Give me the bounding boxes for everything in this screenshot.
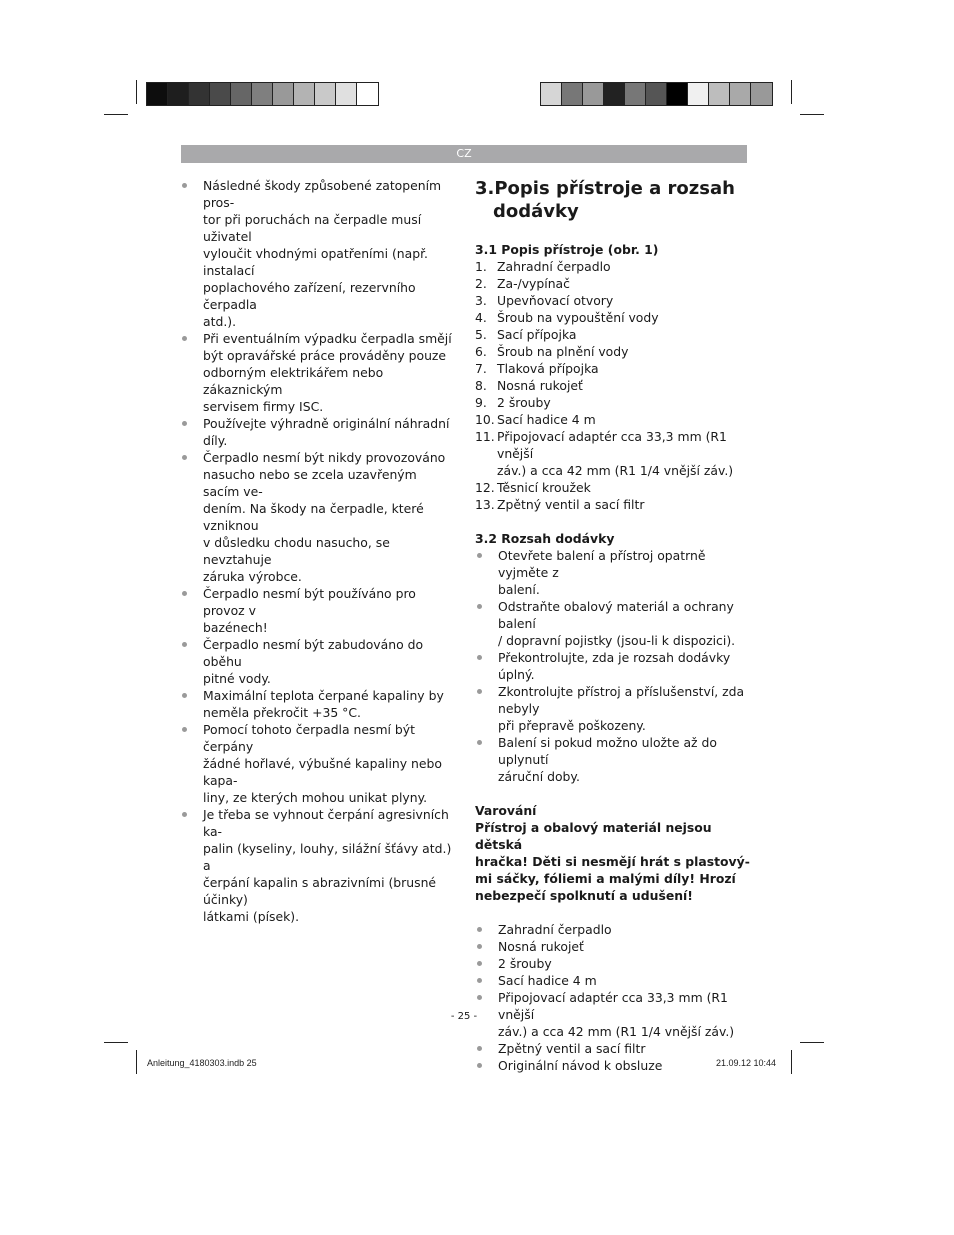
delivery-steps-list [475,547,750,785]
text-line: neměla překročit +35 °C. [203,705,361,720]
text-line: Čerpadlo nesmí být zabudováno do oběhu [203,637,424,669]
list-item [475,938,750,955]
crop-mark [136,1050,137,1074]
list-item [475,972,750,989]
text-line: Čerpadlo nesmí být používáno pro provoz v [203,586,416,618]
text-line: liny, ze kterých mohou unikat plyny. [203,790,428,805]
part-number: 7. [475,361,487,376]
subsection-title-3-2: 3.2 Rozsah dodávky [475,531,615,546]
page-number: - 25 - [450,1011,478,1022]
text-line: Zpětný ventil a sací filtr [497,497,645,512]
text-line: dením. Na škody na čerpadle, které vzniknou [203,501,424,533]
list-item [475,955,750,972]
color-swatch [730,83,751,105]
color-swatch [252,83,273,105]
text-line: Je třeba se vyhnout čerpání agresivních ka- [203,807,449,839]
part-number: 13. [475,497,495,512]
part-item [475,479,750,496]
text-line: 2 šrouby [498,956,552,971]
text-line: pitné vody. [203,671,271,686]
text-line: Odstraňte obalový materiál a ochrany balení [498,599,734,631]
part-item [475,326,750,343]
crop-mark [136,80,137,104]
text-line: Maximální teplota čerpané kapaliny by [203,688,444,703]
color-swatch [751,83,772,105]
list-item [180,585,455,636]
text-line: být opravářské práce prováděny pouze [203,348,447,363]
text-line: Otevřete balení a přístroj opatrně vyjměte z [498,548,706,580]
part-item [475,292,750,309]
crop-mark [800,1042,824,1043]
text-line: palin (kyseliny, louhy, silážní šťávy atd.) a [203,841,452,873]
color-swatch [583,83,604,105]
crop-mark [800,114,824,115]
text-line: Zkontrolujte přístroj a příslušenství, zda nebyly [498,684,745,716]
text-line: záv.) a cca 42 mm (R1 1/4 vnější záv.) [497,463,734,478]
text-line: látkami (písek). [203,909,300,924]
text-line: atd.). [203,314,237,329]
part-item [475,258,750,275]
list-item [475,921,750,938]
language-header: CZ [181,145,747,163]
text-line: Připojovací adaptér cca 33,3 mm (R1 vnější [498,990,728,1022]
part-item [475,496,750,513]
safety-notes-list [180,177,455,925]
subsection-title-3-1: 3.1 Popis přístroje (obr. 1) [475,242,659,257]
text-line: žádné hořlavé, výbušné kapaliny nebo kapa- [203,756,442,788]
color-swatch [189,83,210,105]
text-line: Čerpadlo nesmí být nikdy provozováno [203,450,446,465]
color-swatch [168,83,189,105]
text-line: hračka! Děti si nesmějí hrát s plastový- [475,854,750,869]
list-item [180,806,455,925]
list-item [180,449,455,585]
text-line: nasucho nebo se zcela uzavřeným sacím ve- [203,467,417,499]
part-number: 6. [475,344,487,359]
text-line: Zahradní čerpadlo [497,259,611,274]
part-item [475,309,750,326]
color-swatch [541,83,562,105]
text-line: při přepravě poškozeny. [498,718,646,733]
list-item [180,687,455,721]
part-item [475,275,750,292]
footer-file: Anleitung_4180303.indb 25 [147,1058,257,1068]
text-line: nebezpečí spolknutí a udušení! [475,888,693,903]
crop-mark [791,1050,792,1074]
footer-date: 21.09.12 10:44 [716,1058,777,1068]
text-line: Zpětný ventil a sací filtr [498,1041,646,1056]
color-swatch [336,83,357,105]
text-line: Šroub na vypouštění vody [497,310,659,325]
list-item [180,721,455,806]
color-swatch [315,83,336,105]
text-line: Originální návod k obsluze [498,1058,663,1073]
text-line: Sací hadice 4 m [497,412,596,427]
part-item [475,377,750,394]
part-number: 10. [475,412,495,427]
text-line: odborným elektrikářem nebo zákaznickým [203,365,384,397]
text-line: balení. [498,582,540,597]
text-line: Následné škody způsobené zatopením pros- [203,178,442,210]
part-number: 8. [475,378,487,393]
color-bar-left [146,82,379,106]
left-column [180,177,455,925]
list-item [475,649,750,683]
text-line: záruční doby. [498,769,580,784]
text-line: Šroub na plnění vody [497,344,629,359]
text-line: tor při poruchách na čerpadle musí uživatel [203,212,422,244]
part-number: 2. [475,276,487,291]
part-number: 12. [475,480,495,495]
part-number: 4. [475,310,487,325]
text-line: záruka výrobce. [203,569,302,584]
text-line: Varování [475,803,537,818]
part-number: 11. [475,429,495,444]
text-line: čerpání kapalin s abrazivními (brusné účinky) [203,875,437,907]
color-swatch [231,83,252,105]
list-item [180,177,455,330]
delivery-contents-list [475,921,750,1074]
part-item [475,343,750,360]
text-line: Upevňovací otvory [497,293,614,308]
color-swatch [688,83,709,105]
color-swatch [562,83,583,105]
part-number: 3. [475,293,487,308]
text-line: 3.Popis přístroje a rozsah [475,178,735,199]
text-line: Přístroj a obalový materiál nejsou dětská [475,820,712,852]
part-item [475,394,750,411]
warning-block [475,802,750,904]
color-bar-right [540,82,773,106]
text-line: poplachového zařízení, rezervního čerpadla [203,280,416,312]
color-swatch [709,83,730,105]
text-line: Těsnicí kroužek [497,480,591,495]
text-line: Používejte výhradně originální náhradní díly. [203,416,450,448]
crop-mark [791,80,792,104]
part-number: 9. [475,395,487,410]
text-line: Nosná rukojeť [497,378,583,393]
color-swatch [294,83,315,105]
text-line: v důsledku chodu nasucho, se nevztahuje [203,535,390,567]
text-line: dodávky [493,201,579,222]
part-item [475,428,750,479]
color-swatch [646,83,667,105]
text-line: mi sáčky, fóliemi a malými díly! Hrozí [475,871,736,886]
part-number: 1. [475,259,487,274]
list-item [475,734,750,785]
crop-mark [104,114,128,115]
list-item [180,330,455,415]
text-line: vyloučit vhodnými opatřeními (např. instalací [203,246,428,278]
color-swatch [604,83,625,105]
crop-mark [104,1042,128,1043]
list-item [475,547,750,598]
color-swatch [147,83,168,105]
text-line: Tlaková přípojka [497,361,599,376]
color-swatch [210,83,231,105]
text-line: servisem firmy ISC. [203,399,324,414]
text-line: Nosná rukojeť [498,939,584,954]
list-item [475,598,750,649]
text-line: 2 šrouby [497,395,551,410]
text-line: Sací přípojka [497,327,577,342]
part-item [475,360,750,377]
right-column [475,177,750,1074]
list-item [475,1057,750,1074]
text-line: Za-/vypínač [497,276,570,291]
section-title [475,177,750,223]
part-item [475,411,750,428]
list-item [475,1040,750,1057]
text-line: Balení si pokud možno uložte až do uplynutí [498,735,717,767]
text-line: bazénech! [203,620,268,635]
text-line: Zahradní čerpadlo [498,922,612,937]
color-swatch [357,83,378,105]
color-swatch [667,83,688,105]
parts-list [475,258,750,513]
text-line: Při eventuálním výpadku čerpadla smějí [203,331,452,346]
text-line: Připojovací adaptér cca 33,3 mm (R1 vnější [497,429,727,461]
text-line: Pomocí tohoto čerpadla nesmí být čerpány [203,722,415,754]
part-number: 5. [475,327,487,342]
text-line: / dopravní pojistky (jsou-li k dispozici). [498,633,736,648]
list-item [180,636,455,687]
color-swatch [273,83,294,105]
list-item [475,683,750,734]
text-line: Sací hadice 4 m [498,973,597,988]
text-line: Překontrolujte, zda je rozsah dodávky úplný. [498,650,731,682]
color-swatch [625,83,646,105]
text-line: záv.) a cca 42 mm (R1 1/4 vnější záv.) [498,1024,735,1039]
list-item [180,415,455,449]
